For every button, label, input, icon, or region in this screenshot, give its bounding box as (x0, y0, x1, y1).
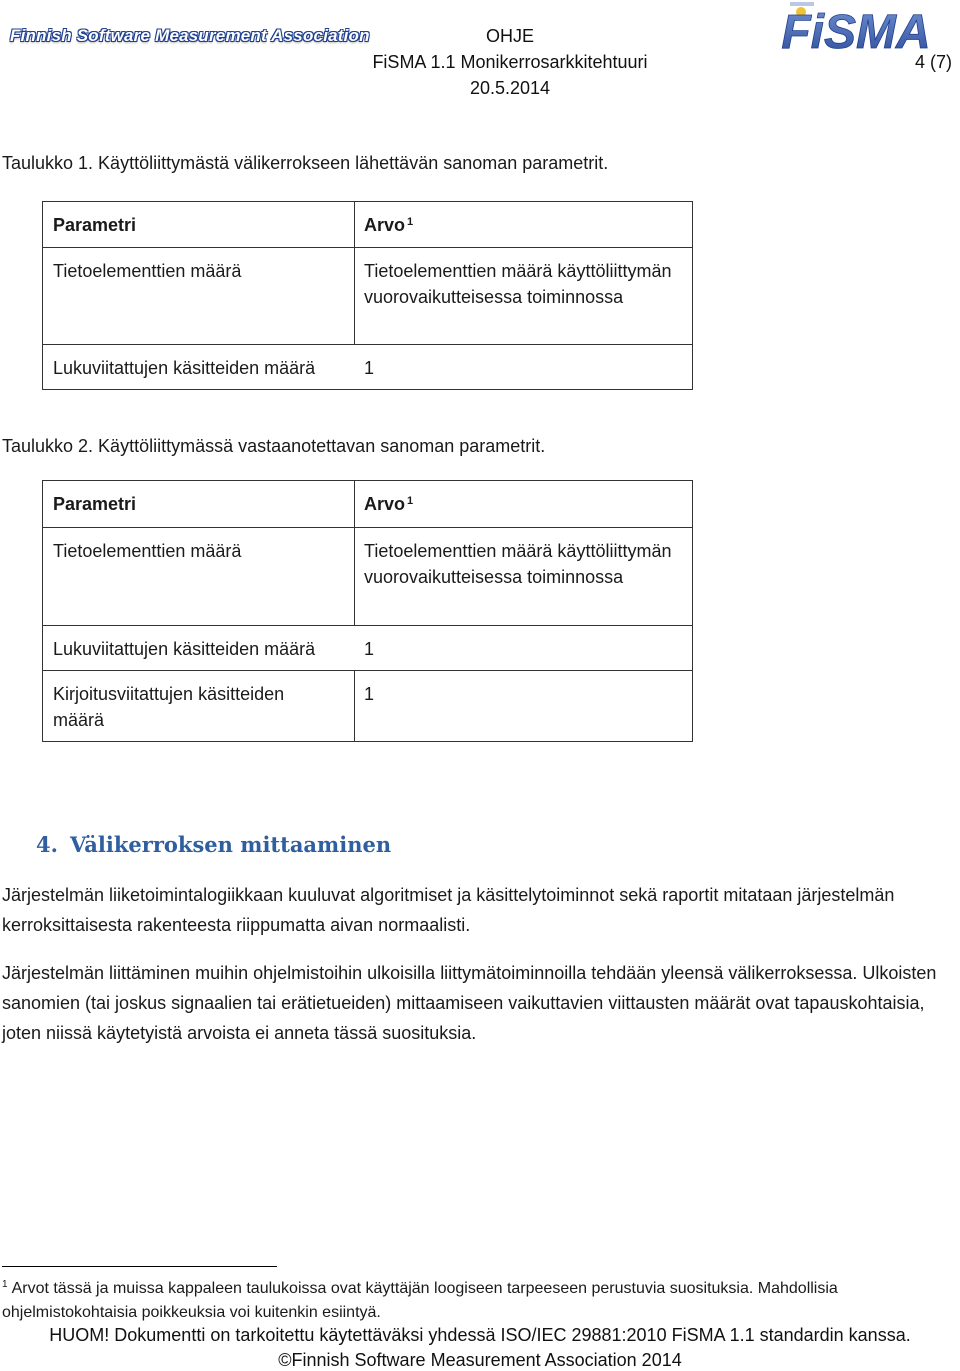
table1 (42, 201, 693, 390)
table-row (43, 670, 692, 741)
footnote: $^1$ Arvot tässä ja muissa kappaleen taulukoissa ovat käyttäjän loogiseen tarpeeseen perustuvia suosituksia. Mahdollisia ohjelmistokohtaisia poikkeuksia voi kuitenkin esiintyä. (2, 1279, 838, 1321)
doc-title: FiSMA 1.1 Monikerrosarkkitehtuuri (372, 52, 648, 72)
section-heading (36, 832, 391, 857)
table1-caption: Taulukko 1. Käyttöliittymästä välikerrokseen lähettävän sanoman parametrit. (2, 153, 609, 173)
table1-header-row (43, 202, 692, 247)
page-number: 4 (7) (914, 52, 952, 72)
section-paragraph-1: Järjestelmän liiketoimintalogiikkaan kuuluvat algoritmiset ja käsittelytoiminnot sekä raportit mitataan järjestelmän kerroksittaisesta rakenteesta riippumatta aivan normaalisti. (2, 885, 895, 935)
table1-row2-value: 1 (364, 358, 375, 378)
footnote-ref: 1 (407, 495, 414, 507)
table2-header-row (43, 481, 692, 527)
table2-row1-value: Tietoelementtien määrä käyttöliittymän vuorovaikutteisessa toiminnossa (364, 541, 672, 587)
table-row (43, 527, 692, 625)
logo-text: FiSMA (781, 6, 931, 58)
table1-head-param: Parametri (53, 215, 137, 235)
doc-date: 20.5.2014 (469, 78, 551, 98)
section-paragraph-2: Järjestelmän liittäminen muihin ohjelmistoihin ulkoisilla liittymätoiminnoilla tehdään yleensä välikerroksessa. Ulkoisten sanomien (tai joskus signaalien tai erätietueiden) mittaamiseen vaikuttavien viittausten määrät ovat tapauskohtaisia, joten niissä käytetyistä arvoista ei anneta tässä suosituksia. (2, 963, 937, 1043)
table2-row2-param: Lukuviitattujen käsitteiden määrä (53, 639, 316, 659)
table2-row1-param: Tietoelementtien määrä (53, 541, 242, 561)
table-row (43, 625, 692, 670)
table1-row2-param: Lukuviitattujen käsitteiden määrä (53, 358, 316, 378)
doc-type: OHJE (485, 26, 534, 46)
table2-row2-value: 1 (364, 639, 375, 659)
table2-row3-param: Kirjoitusviitattujen käsitteiden määrä (53, 684, 285, 730)
section-title: Välikerroksen mittaaminen (69, 832, 392, 857)
footnote-mark: 1 (2, 1279, 8, 1290)
footnote-separator (2, 1266, 277, 1267)
table2 (42, 480, 693, 742)
table2-row3-value: 1 (364, 684, 375, 704)
copyright: ©Finnish Software Measurement Association 2014 (278, 1350, 682, 1370)
org-name-banner: Finnish Software Measurement Association (10, 26, 370, 45)
table-row (43, 344, 692, 389)
table2-head-value: Arvo $^1$ (364, 494, 414, 514)
table1-row1-param: Tietoelementtien määrä (53, 261, 242, 281)
fisma-logo (756, 2, 956, 58)
table-row (43, 247, 692, 344)
table2-head-param: Parametri (53, 494, 137, 514)
section-number: 4. (36, 832, 58, 857)
footnote-ref: 1 (407, 216, 414, 228)
table2-caption: Taulukko 2. Käyttöliittymässä vastaanotettavan sanoman parametrit. (2, 436, 546, 456)
standard-notice: HUOM! Dokumentti on tarkoitettu käytettäväksi yhdessä ISO/IEC 29881:2010 FiSMA 1.1 standardin kanssa. (49, 1325, 911, 1345)
table1-row1-value: Tietoelementtien määrä käyttöliittymän vuorovaikutteisessa toiminnossa (364, 261, 672, 307)
table1-head-value: Arvo $^1$ (364, 215, 414, 235)
